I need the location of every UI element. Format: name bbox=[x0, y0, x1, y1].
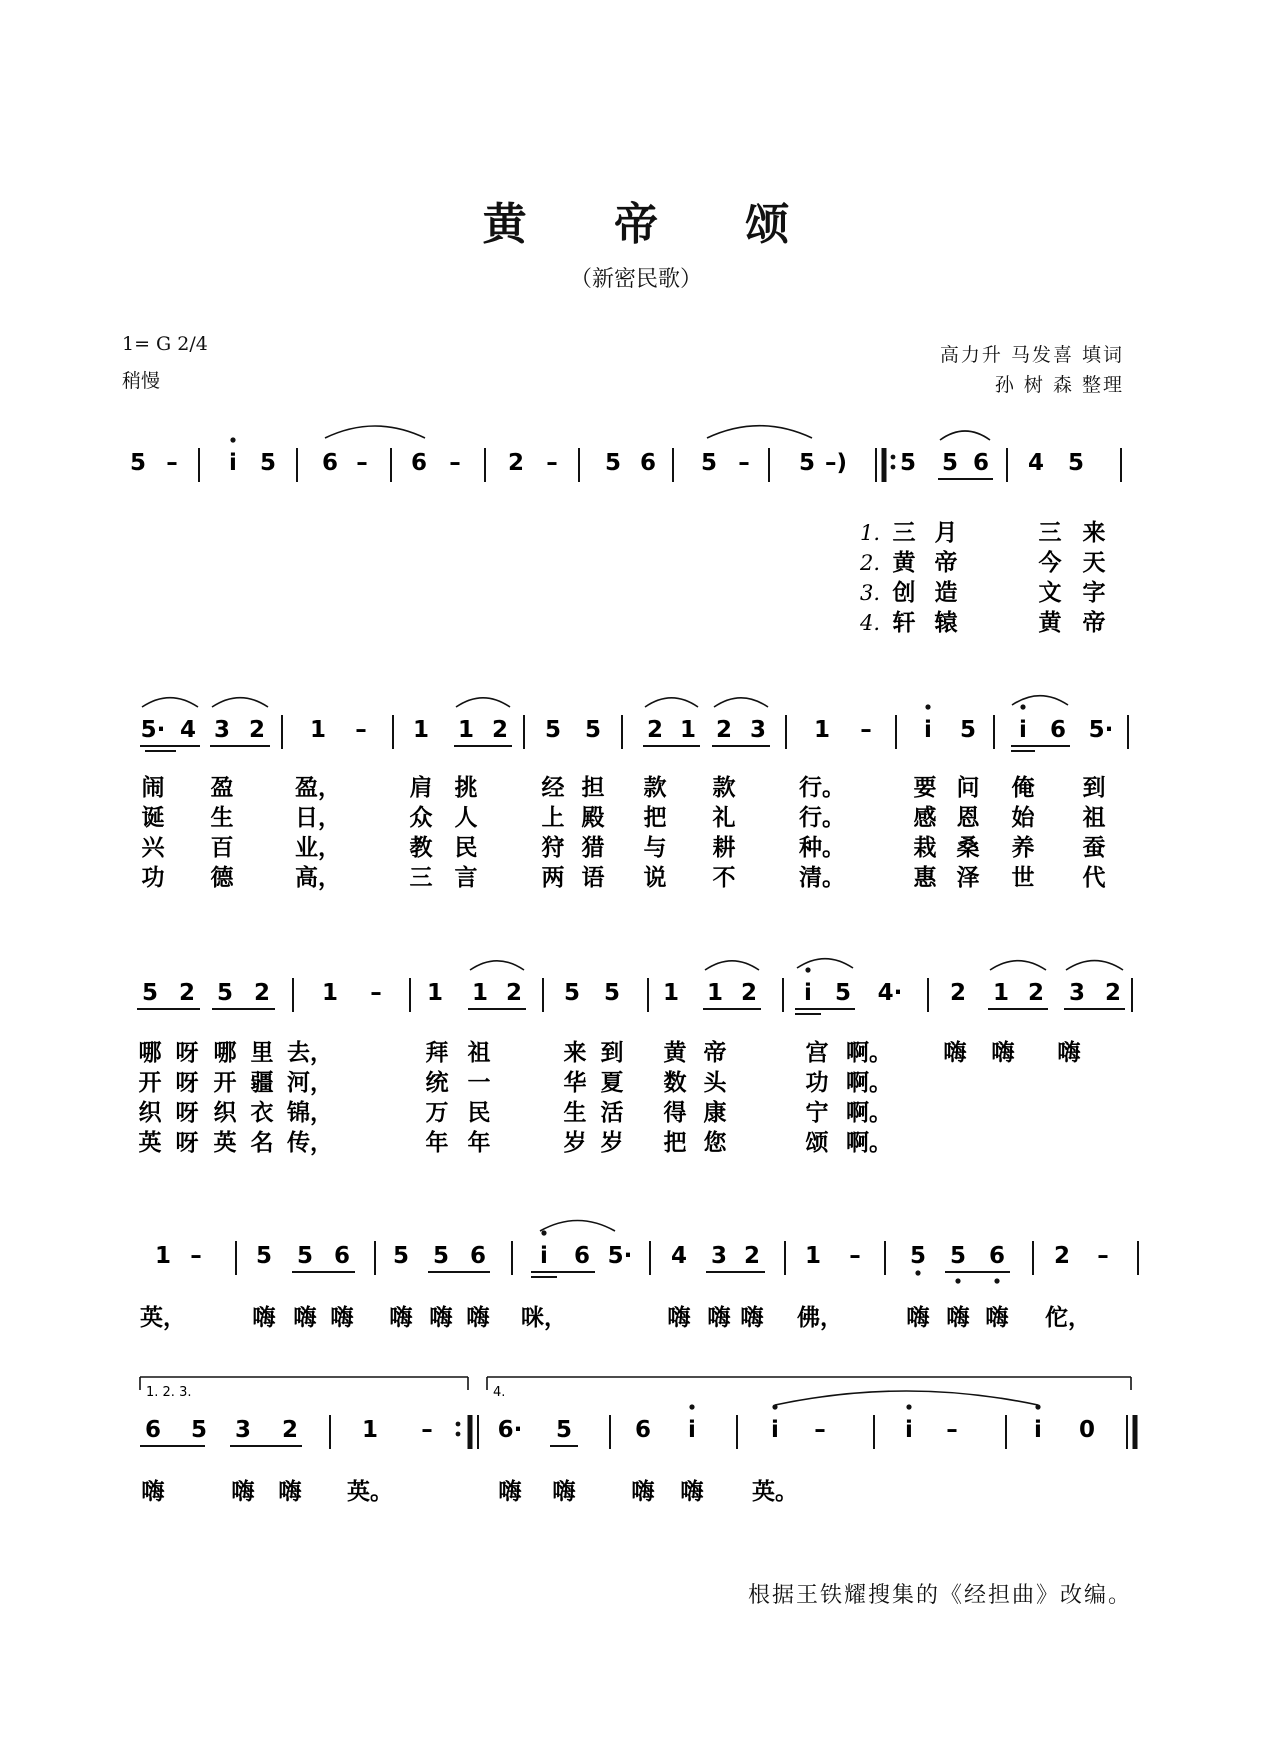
lyric-char: 民 bbox=[467, 1100, 491, 1126]
lyric-char: 里 bbox=[250, 1040, 274, 1066]
lyric-char: 啊。 bbox=[846, 1070, 892, 1096]
note: 2 bbox=[253, 980, 271, 1006]
note: – bbox=[546, 450, 558, 476]
lyric-char: 锦， bbox=[287, 1100, 333, 1126]
note: 6 bbox=[639, 450, 657, 476]
slur bbox=[714, 698, 768, 707]
slur bbox=[775, 1391, 1038, 1405]
lyric-char: 桑 bbox=[956, 835, 980, 861]
note: 5 bbox=[834, 980, 852, 1006]
note: 5 bbox=[899, 450, 917, 476]
lyricist-credit: 高力升 马发喜 填词 bbox=[939, 344, 1124, 366]
lyric-char: 殿 bbox=[581, 805, 605, 831]
note: 5 bbox=[141, 980, 159, 1006]
note: 2 bbox=[743, 1243, 761, 1269]
lyric-char: 今 bbox=[1038, 550, 1062, 576]
lyric-char: 造 bbox=[934, 580, 958, 606]
note: 3 bbox=[234, 1417, 252, 1443]
note: 3 bbox=[749, 717, 767, 743]
lyric-char: 呀 bbox=[175, 1100, 199, 1126]
note: 5 bbox=[216, 980, 234, 1006]
note: 1 bbox=[706, 980, 724, 1006]
note: i bbox=[229, 450, 237, 476]
note: 6 bbox=[972, 450, 990, 476]
note: 1 bbox=[813, 717, 831, 743]
note: 2 bbox=[281, 1417, 299, 1443]
note: 5 bbox=[259, 450, 277, 476]
lyric-char: 两 bbox=[541, 865, 565, 891]
lyric-char: 年 bbox=[467, 1130, 491, 1156]
slur bbox=[990, 961, 1046, 970]
lyric-char: 嗨 bbox=[466, 1305, 490, 1331]
note: 2 bbox=[1104, 980, 1122, 1006]
lyric-char: 众 bbox=[409, 805, 433, 831]
lyric-char: 佛， bbox=[797, 1305, 843, 1331]
note: 5 bbox=[129, 450, 147, 476]
lyric-char: 德 bbox=[210, 865, 234, 891]
lyric-char: 创 bbox=[892, 580, 916, 606]
slur bbox=[707, 426, 812, 438]
lyric-char: 一 bbox=[467, 1070, 491, 1096]
lyric-char: 兴 bbox=[141, 835, 165, 861]
lyric-char: 款 bbox=[712, 775, 736, 801]
octave-dot-above bbox=[689, 1404, 694, 1409]
lyric-char: 俺 bbox=[1011, 775, 1035, 801]
note: 5 bbox=[909, 1243, 927, 1269]
lyric-char: 英。 bbox=[752, 1479, 798, 1505]
verse-number: 1. bbox=[859, 521, 881, 545]
note: i bbox=[804, 980, 812, 1006]
lyric-char: 生 bbox=[210, 805, 234, 831]
slur bbox=[325, 426, 425, 438]
note: – bbox=[370, 980, 382, 1006]
slur bbox=[940, 431, 990, 440]
arranger-credit: 孙 树 森 整理 bbox=[994, 374, 1124, 396]
lyric-char: 要 bbox=[913, 775, 937, 801]
note: – bbox=[356, 450, 368, 476]
lyric-char: 嗨 bbox=[906, 1305, 930, 1331]
lyric-char: 闹 bbox=[141, 775, 165, 801]
song-subtitle: （新密民歌） bbox=[569, 267, 702, 292]
note: – bbox=[738, 450, 750, 476]
lyric-char: 高， bbox=[295, 865, 341, 891]
note: i bbox=[688, 1417, 696, 1443]
lyric-char: 到 bbox=[600, 1040, 624, 1066]
lyric-char: 到 bbox=[1082, 775, 1106, 801]
note: 1 bbox=[426, 980, 444, 1006]
note: 3 bbox=[1068, 980, 1086, 1006]
note: 3 bbox=[213, 717, 231, 743]
note: 1 bbox=[679, 717, 697, 743]
lyric-char: 栽 bbox=[913, 835, 937, 861]
note: – bbox=[355, 717, 367, 743]
lyric-char: 功 bbox=[141, 865, 165, 891]
note: 1 bbox=[471, 980, 489, 1006]
note: 5· bbox=[607, 1243, 633, 1269]
note: 5 bbox=[432, 1243, 450, 1269]
lyric-char: 肩 bbox=[409, 775, 433, 801]
lyric-char: 人 bbox=[454, 805, 478, 831]
lyric-char: 万 bbox=[425, 1100, 449, 1126]
note: –) bbox=[824, 450, 848, 476]
octave-dot-above bbox=[1020, 704, 1025, 709]
verse-number: 3. bbox=[859, 581, 881, 605]
repeat-dot bbox=[891, 465, 896, 470]
repeat-dot bbox=[456, 1422, 461, 1427]
note: – bbox=[449, 450, 461, 476]
lyric-char: 感 bbox=[913, 805, 937, 831]
note: 0 bbox=[1078, 1417, 1096, 1443]
lyric-char: 疆 bbox=[250, 1070, 274, 1096]
note: 2 bbox=[507, 450, 525, 476]
lyric-char: 康 bbox=[703, 1100, 727, 1126]
repeat-dot bbox=[891, 455, 896, 460]
lyric-char: 种。 bbox=[799, 835, 845, 861]
note: 4 bbox=[1027, 450, 1045, 476]
note: 5 bbox=[959, 717, 977, 743]
lyric-char: 嗨 bbox=[552, 1479, 576, 1505]
slur bbox=[540, 1221, 615, 1232]
lyric-char: 黄 bbox=[1038, 610, 1062, 636]
lyric-char: 嗨 bbox=[141, 1479, 165, 1505]
lyric-char: 文 bbox=[1038, 580, 1062, 606]
note: i bbox=[924, 717, 932, 743]
note: 1 bbox=[321, 980, 339, 1006]
note: 5 bbox=[544, 717, 562, 743]
note: – bbox=[849, 1243, 861, 1269]
lyric-char: 来 bbox=[563, 1040, 587, 1066]
lyric-char: 嗨 bbox=[1057, 1040, 1081, 1066]
lyric-char: 英 bbox=[213, 1130, 237, 1156]
note: i bbox=[905, 1417, 913, 1443]
lyric-char: 月 bbox=[934, 520, 958, 546]
slur bbox=[705, 961, 759, 970]
note: 1 bbox=[992, 980, 1010, 1006]
lyric-char: 民 bbox=[454, 835, 478, 861]
note: 5 bbox=[392, 1243, 410, 1269]
lyric-char: 耕 bbox=[712, 835, 736, 861]
lyric-char: 百 bbox=[210, 835, 234, 861]
volta-label-1: 1. 2. 3. bbox=[146, 1385, 192, 1400]
note: 4· bbox=[877, 980, 903, 1006]
lyric-char: 华 bbox=[563, 1070, 587, 1096]
slur bbox=[456, 698, 510, 707]
lyric-char: 嗨 bbox=[680, 1479, 704, 1505]
octave-dot-above bbox=[906, 1404, 911, 1409]
lyric-char: 织 bbox=[138, 1100, 162, 1126]
lyric-char: 黄 bbox=[892, 550, 916, 576]
octave-dot-above bbox=[230, 437, 235, 442]
lyric-char: 嗨 bbox=[667, 1305, 691, 1331]
lyric-char: 经 bbox=[541, 775, 565, 801]
lyric-char: 去， bbox=[287, 1040, 333, 1066]
lyric-char: 佗， bbox=[1045, 1305, 1091, 1331]
lyric-char: 嗨 bbox=[943, 1040, 967, 1066]
note: 3 bbox=[710, 1243, 728, 1269]
lyric-char: 嗨 bbox=[389, 1305, 413, 1331]
note: 1 bbox=[804, 1243, 822, 1269]
lyric-char: 祖 bbox=[1082, 805, 1106, 831]
note: 4 bbox=[179, 717, 197, 743]
lyric-char: 教 bbox=[409, 835, 433, 861]
lyric-char: 织 bbox=[213, 1100, 237, 1126]
lyric-char: 嗨 bbox=[252, 1305, 276, 1331]
slur bbox=[1012, 696, 1068, 705]
note: 2 bbox=[715, 717, 733, 743]
repeat-dot bbox=[456, 1432, 461, 1437]
note: – bbox=[814, 1417, 826, 1443]
lyric-char: 说 bbox=[643, 865, 667, 891]
lyric-char: 不 bbox=[712, 865, 736, 891]
lyric-char: 哪 bbox=[138, 1040, 162, 1066]
lyric-char: 颂 bbox=[805, 1130, 829, 1156]
lyric-char: 泽 bbox=[956, 865, 980, 891]
lyric-char: 您 bbox=[703, 1130, 727, 1156]
lyric-char: 盈， bbox=[295, 775, 341, 801]
note: 1 bbox=[457, 717, 475, 743]
slur bbox=[142, 698, 198, 707]
note: 2 bbox=[646, 717, 664, 743]
lyric-char: 字 bbox=[1082, 580, 1106, 606]
lyric-char: 担 bbox=[581, 775, 605, 801]
lyric-char: 活 bbox=[600, 1100, 624, 1126]
note: 4 bbox=[670, 1243, 688, 1269]
note: 1 bbox=[662, 980, 680, 1006]
note: 1 bbox=[361, 1417, 379, 1443]
note: 1 bbox=[154, 1243, 172, 1269]
tempo-marking: 稍慢 bbox=[122, 370, 161, 392]
lyric-char: 年 bbox=[425, 1130, 449, 1156]
note: 6 bbox=[321, 450, 339, 476]
lyric-char: 天 bbox=[1082, 550, 1106, 576]
verse-number: 4. bbox=[859, 611, 881, 635]
lyric-char: 上 bbox=[541, 805, 565, 831]
note: 5· bbox=[1088, 717, 1114, 743]
key-signature: 1= G 2/4 bbox=[122, 333, 208, 355]
footer-note: 根据王铁耀搜集的《经担曲》改编。 bbox=[747, 1583, 1132, 1608]
note: 6 bbox=[333, 1243, 351, 1269]
lyric-char: 呀 bbox=[175, 1070, 199, 1096]
lyric-char: 河， bbox=[287, 1070, 333, 1096]
lyric-char: 嗨 bbox=[429, 1305, 453, 1331]
note: 5 bbox=[555, 1417, 573, 1443]
slur bbox=[470, 961, 524, 970]
lyric-char: 宫 bbox=[805, 1040, 829, 1066]
note: 5 bbox=[700, 450, 718, 476]
lyric-char: 生 bbox=[563, 1100, 587, 1126]
lyric-char: 嗨 bbox=[631, 1479, 655, 1505]
note: 6 bbox=[634, 1417, 652, 1443]
slur bbox=[645, 698, 698, 707]
slur bbox=[1066, 961, 1123, 970]
lyric-char: 业， bbox=[295, 835, 341, 861]
lyric-char: 诞 bbox=[141, 805, 165, 831]
note: i bbox=[1034, 1417, 1042, 1443]
lyric-char: 数 bbox=[663, 1070, 687, 1096]
lyric-char: 把 bbox=[643, 805, 667, 831]
note: 6 bbox=[1049, 717, 1067, 743]
note: 5· bbox=[140, 717, 166, 743]
lyric-char: 嗨 bbox=[740, 1305, 764, 1331]
lyric-char: 养 bbox=[1011, 835, 1035, 861]
lyric-char: 英， bbox=[140, 1305, 186, 1331]
lyric-char: 岁 bbox=[600, 1130, 624, 1156]
lyric-char: 清。 bbox=[799, 865, 845, 891]
note: – bbox=[421, 1417, 433, 1443]
lyric-char: 嗨 bbox=[985, 1305, 1009, 1331]
lyric-char: 嗨 bbox=[991, 1040, 1015, 1066]
lyric-char: 英。 bbox=[347, 1479, 393, 1505]
lyric-char: 嗨 bbox=[293, 1305, 317, 1331]
lyric-char: 日， bbox=[295, 805, 341, 831]
note: 5 bbox=[603, 980, 621, 1006]
note: 5 bbox=[584, 717, 602, 743]
note: 2 bbox=[949, 980, 967, 1006]
lyric-char: 嗨 bbox=[946, 1305, 970, 1331]
lyric-char: 得 bbox=[663, 1100, 687, 1126]
lyric-char: 三 bbox=[892, 520, 916, 546]
lyric-char: 嗨 bbox=[707, 1305, 731, 1331]
lyric-char: 恩 bbox=[956, 805, 980, 831]
lyric-char: 狩 bbox=[541, 835, 565, 861]
note: 2 bbox=[491, 717, 509, 743]
lyric-char: 啊。 bbox=[846, 1100, 892, 1126]
lyric-char: 惠 bbox=[913, 865, 937, 891]
note: i bbox=[1019, 717, 1027, 743]
note: 6 bbox=[410, 450, 428, 476]
lyric-char: 蚕 bbox=[1082, 835, 1106, 861]
lyric-char: 帝 bbox=[1082, 610, 1106, 636]
lyric-char: 与 bbox=[643, 835, 667, 861]
lyric-char: 盈 bbox=[210, 775, 234, 801]
note: 2 bbox=[1053, 1243, 1071, 1269]
lyric-char: 款 bbox=[643, 775, 667, 801]
lyric-char: 礼 bbox=[712, 805, 736, 831]
note: 6 bbox=[988, 1243, 1006, 1269]
lyric-char: 言 bbox=[454, 865, 478, 891]
note: i bbox=[540, 1243, 548, 1269]
lyric-char: 统 bbox=[425, 1070, 449, 1096]
note: 5 bbox=[949, 1243, 967, 1269]
note: 2 bbox=[1027, 980, 1045, 1006]
lyric-char: 祖 bbox=[467, 1040, 491, 1066]
note: – bbox=[860, 717, 872, 743]
note: 5 bbox=[296, 1243, 314, 1269]
note: 2 bbox=[178, 980, 196, 1006]
lyric-char: 岁 bbox=[563, 1130, 587, 1156]
note: 5 bbox=[563, 980, 581, 1006]
lyric-char: 嗨 bbox=[231, 1479, 255, 1505]
lyric-char: 来 bbox=[1082, 520, 1106, 546]
lyric-char: 拜 bbox=[425, 1040, 449, 1066]
note: 1 bbox=[412, 717, 430, 743]
song-title: 黄 帝 颂 bbox=[482, 199, 826, 250]
note: 5 bbox=[941, 450, 959, 476]
octave-dot-above bbox=[925, 704, 930, 709]
lyric-char: 辕 bbox=[934, 610, 958, 636]
note: 5 bbox=[190, 1417, 208, 1443]
verse-number: 2. bbox=[859, 551, 881, 575]
lyric-char: 代 bbox=[1082, 865, 1106, 891]
lyric-char: 世 bbox=[1011, 865, 1035, 891]
lyric-char: 轩 bbox=[892, 610, 916, 636]
lyric-char: 呀 bbox=[175, 1130, 199, 1156]
lyric-char: 三 bbox=[1038, 520, 1062, 546]
slur bbox=[797, 959, 853, 968]
lyric-char: 嗨 bbox=[330, 1305, 354, 1331]
lyric-char: 嗨 bbox=[498, 1479, 522, 1505]
lyric-char: 啊。 bbox=[846, 1130, 892, 1156]
note: 2 bbox=[248, 717, 266, 743]
note: – bbox=[190, 1243, 202, 1269]
note: i bbox=[771, 1417, 779, 1443]
note: 5 bbox=[255, 1243, 273, 1269]
octave-dot-below bbox=[955, 1278, 960, 1283]
lyric-char: 名 bbox=[250, 1130, 274, 1156]
lyric-char: 猎 bbox=[581, 835, 605, 861]
note: 5 bbox=[1067, 450, 1085, 476]
lyric-char: 挑 bbox=[454, 775, 478, 801]
lyric-char: 帝 bbox=[703, 1040, 727, 1066]
note: 5 bbox=[604, 450, 622, 476]
octave-dot-below bbox=[994, 1278, 999, 1283]
lyric-char: 宁 bbox=[805, 1100, 829, 1126]
lyric-char: 语 bbox=[581, 865, 605, 891]
octave-dot-above bbox=[805, 967, 810, 972]
note: 2 bbox=[505, 980, 523, 1006]
lyric-char: 帝 bbox=[934, 550, 958, 576]
note: – bbox=[1097, 1243, 1109, 1269]
note: 6· bbox=[497, 1417, 523, 1443]
volta-label-2: 4. bbox=[493, 1385, 506, 1400]
note: 6 bbox=[573, 1243, 591, 1269]
lyric-char: 始 bbox=[1011, 805, 1035, 831]
note: 5 bbox=[798, 450, 816, 476]
octave-dot-above bbox=[541, 1230, 546, 1235]
lyric-char: 三 bbox=[409, 865, 433, 891]
note: 6 bbox=[469, 1243, 487, 1269]
lyric-char: 黄 bbox=[663, 1040, 687, 1066]
lyric-char: 夏 bbox=[600, 1070, 624, 1096]
lyric-char: 呀 bbox=[175, 1040, 199, 1066]
note: 2 bbox=[740, 980, 758, 1006]
lyric-char: 传， bbox=[287, 1130, 333, 1156]
lyric-char: 行。 bbox=[799, 775, 845, 801]
lyric-char: 头 bbox=[703, 1070, 727, 1096]
slur bbox=[212, 698, 268, 707]
lyric-char: 问 bbox=[956, 775, 980, 801]
lyric-char: 衣 bbox=[250, 1100, 274, 1126]
note: – bbox=[166, 450, 178, 476]
lyric-char: 把 bbox=[663, 1130, 687, 1156]
lyric-char: 英 bbox=[138, 1130, 162, 1156]
lyric-char: 行。 bbox=[799, 805, 845, 831]
lyric-char: 开 bbox=[138, 1070, 162, 1096]
lyric-char: 咪， bbox=[521, 1305, 567, 1331]
lyric-char: 嗨 bbox=[278, 1479, 302, 1505]
lyric-char: 功 bbox=[805, 1070, 829, 1096]
note: 6 bbox=[144, 1417, 162, 1443]
lyric-char: 啊。 bbox=[846, 1040, 892, 1066]
lyric-char: 哪 bbox=[213, 1040, 237, 1066]
octave-dot-below bbox=[915, 1270, 920, 1275]
lyric-char: 开 bbox=[213, 1070, 237, 1096]
note: – bbox=[946, 1417, 958, 1443]
note: 1 bbox=[309, 717, 327, 743]
